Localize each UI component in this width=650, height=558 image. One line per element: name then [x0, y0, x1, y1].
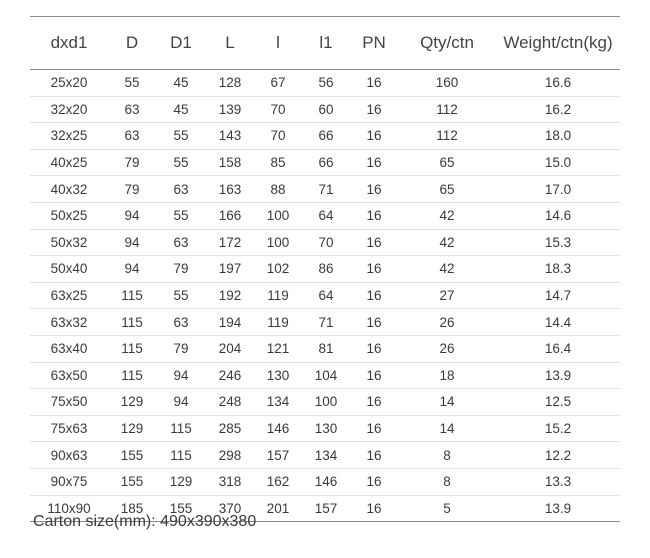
table-cell: 110x90: [47, 500, 91, 516]
table-cell: 65: [398, 149, 496, 176]
table-cell: 155: [108, 442, 156, 469]
table-cell: 197: [206, 256, 254, 283]
table-cell: 32x20: [30, 96, 108, 123]
table-cell: 66: [302, 149, 350, 176]
table-cell: 16: [350, 362, 398, 389]
table-cell: 119: [254, 282, 302, 309]
table-cell: 55: [156, 282, 206, 309]
table-row: [30, 176, 620, 203]
table-cell: 100: [254, 202, 302, 229]
table-row: [30, 149, 620, 176]
table-cell: 158: [206, 149, 254, 176]
table-cell: 63x40: [30, 335, 108, 362]
table-row: [30, 389, 620, 416]
table-cell: 63: [156, 176, 206, 203]
table-cell: 55: [156, 123, 206, 150]
table-cell: 185: [120, 500, 144, 516]
table-cell: 94: [108, 229, 156, 256]
table-cell: 157: [254, 442, 302, 469]
table-cell: 129: [156, 468, 206, 495]
table-cell: 16: [350, 415, 398, 442]
table-cell: 75x50: [30, 389, 108, 416]
table-cell: 45: [156, 96, 206, 123]
table-cell: 128: [206, 70, 254, 97]
carton-size-note: Carton size(mm): 490x390x380: [33, 513, 257, 530]
table-cell: 79: [108, 149, 156, 176]
table-cell: 5: [443, 500, 451, 516]
column-header: D1: [156, 17, 206, 70]
table-cell: 194: [206, 309, 254, 336]
table-cell: 370: [218, 500, 242, 516]
table-cell: 115: [156, 442, 206, 469]
table-cell: 112: [398, 123, 496, 150]
table-cell: 64: [302, 282, 350, 309]
spec-table: [30, 17, 620, 521]
table-cell: 66: [302, 123, 350, 150]
table-cell: 16: [350, 468, 398, 495]
table-row: [30, 415, 620, 442]
table-cell: 79: [108, 176, 156, 203]
table-cell: 79: [156, 256, 206, 283]
table-cell: 115: [108, 335, 156, 362]
table-cell: 129: [108, 389, 156, 416]
table-body: [30, 70, 620, 522]
table-cell: 13.3: [496, 468, 620, 495]
table-cell: 16: [350, 389, 398, 416]
table-cell: 16: [350, 70, 398, 97]
table-cell: 115: [108, 309, 156, 336]
table-cell: 50x40: [30, 256, 108, 283]
table-cell: 63x32: [30, 309, 108, 336]
table-cell: 115: [108, 282, 156, 309]
table-cell: 15.2: [496, 415, 620, 442]
table-cell: 16: [350, 442, 398, 469]
table-cell: 75x63: [30, 415, 108, 442]
table-cell: 146: [254, 415, 302, 442]
table-cell: 32x25: [30, 123, 108, 150]
table-cell: 90x75: [30, 468, 108, 495]
table-cell: 63: [108, 123, 156, 150]
table-cell: 18.0: [496, 123, 620, 150]
table-cell: 42: [398, 229, 496, 256]
table-cell: 45: [156, 70, 206, 97]
table-cell: 12.5: [496, 389, 620, 416]
table-cell: 50x32: [30, 229, 108, 256]
column-header: dxd1: [30, 17, 108, 70]
table-cell: 60: [302, 96, 350, 123]
table-row: [30, 335, 620, 362]
table-cell: 248: [206, 389, 254, 416]
column-header: L: [206, 17, 254, 70]
table-cell: 94: [108, 256, 156, 283]
table-cell: 26: [398, 335, 496, 362]
table-cell: 16: [350, 229, 398, 256]
table-cell: 16: [350, 309, 398, 336]
table-cell: 157: [314, 500, 338, 516]
column-header: PN: [350, 17, 398, 70]
table-cell: 18: [398, 362, 496, 389]
table-cell: 88: [254, 176, 302, 203]
table-cell: 16: [350, 176, 398, 203]
table-cell: 13.9: [544, 500, 572, 516]
table-cell: 55: [108, 70, 156, 97]
column-header: Qty/ctn: [398, 17, 496, 70]
table-row: [30, 70, 620, 97]
table-cell: 15.0: [496, 149, 620, 176]
table-cell: 102: [254, 256, 302, 283]
table-cell: 63x25: [30, 282, 108, 309]
table-cell: 90x63: [30, 442, 108, 469]
table-cell: 14.6: [496, 202, 620, 229]
table-cell: 55: [156, 149, 206, 176]
table-cell: 50x25: [30, 202, 108, 229]
table-cell: 65: [398, 176, 496, 203]
table-cell: 130: [302, 415, 350, 442]
table-cell: 63x50: [30, 362, 108, 389]
table-cell: 94: [108, 202, 156, 229]
table-cell: 204: [206, 335, 254, 362]
table-cell: 139: [206, 96, 254, 123]
column-header: D: [108, 17, 156, 70]
table-cell: 16: [350, 335, 398, 362]
table-cell: 119: [254, 309, 302, 336]
table-row: [30, 362, 620, 389]
table-cell: 40x25: [30, 149, 108, 176]
table-cell: 16: [350, 202, 398, 229]
header-row: [30, 17, 620, 70]
table-cell: 285: [206, 415, 254, 442]
table-cell: 14.7: [496, 282, 620, 309]
table-cell: 155: [108, 468, 156, 495]
table-cell: 42: [398, 202, 496, 229]
table-row: [30, 442, 620, 469]
table-cell: 318: [206, 468, 254, 495]
table-cell: 100: [254, 229, 302, 256]
table-cell: 67: [254, 70, 302, 97]
table-cell: 86: [302, 256, 350, 283]
table-cell: 17.0: [496, 176, 620, 203]
table-cell: 71: [302, 309, 350, 336]
table-cell: 16: [350, 96, 398, 123]
table-cell: 134: [254, 389, 302, 416]
table-cell: 81: [302, 335, 350, 362]
table-cell: 70: [254, 96, 302, 123]
column-header: Weight/ctn(kg): [496, 17, 620, 70]
table-cell: 112: [398, 96, 496, 123]
table-cell: 134: [302, 442, 350, 469]
table-cell: 16: [350, 282, 398, 309]
table-row: [30, 96, 620, 123]
table-row: [30, 282, 620, 309]
table-row: [30, 123, 620, 150]
column-header: l1: [302, 17, 350, 70]
table-cell: 64: [302, 202, 350, 229]
table-cell: 14.4: [496, 309, 620, 336]
table-cell: 16.4: [496, 335, 620, 362]
table-cell: 201: [266, 500, 290, 516]
table-cell: 14: [398, 415, 496, 442]
table-cell: 146: [302, 468, 350, 495]
table-cell: 246: [206, 362, 254, 389]
spec-sheet: [30, 16, 620, 522]
table-cell: 8: [398, 442, 496, 469]
table-cell: 26: [398, 309, 496, 336]
table-cell: 163: [206, 176, 254, 203]
table-row: [30, 468, 620, 495]
table-row: [30, 256, 620, 283]
table-cell: 27: [398, 282, 496, 309]
table-cell: 94: [156, 389, 206, 416]
table-cell: 63: [156, 309, 206, 336]
table-cell: 143: [206, 123, 254, 150]
table-cell: 85: [254, 149, 302, 176]
column-header: l: [254, 17, 302, 70]
table-cell: 71: [302, 176, 350, 203]
table-cell: 155: [169, 500, 193, 516]
table-cell: 16: [350, 123, 398, 150]
table-cell: 172: [206, 229, 254, 256]
table-cell: 160: [398, 70, 496, 97]
table-cell: 18.3: [496, 256, 620, 283]
table-cell: 115: [156, 415, 206, 442]
table-cell: 16: [366, 500, 382, 516]
table-row: [30, 229, 620, 256]
table-cell: 162: [254, 468, 302, 495]
table-cell: 12.2: [496, 442, 620, 469]
table-cell: 104: [302, 362, 350, 389]
table-cell: 94: [156, 362, 206, 389]
table-cell: 298: [206, 442, 254, 469]
table-cell: 115: [108, 362, 156, 389]
table-cell: 16: [350, 256, 398, 283]
table-cell: 70: [254, 123, 302, 150]
table-row: [30, 309, 620, 336]
table-cell: 129: [108, 415, 156, 442]
table-cell: 16: [350, 149, 398, 176]
table-cell: 16.2: [496, 96, 620, 123]
table-cell: 25x20: [30, 70, 108, 97]
table-cell: 130: [254, 362, 302, 389]
table-cell: 14: [398, 389, 496, 416]
table-cell: 8: [398, 468, 496, 495]
table-cell: 70: [302, 229, 350, 256]
table-cell: 42: [398, 256, 496, 283]
table-header: [30, 17, 620, 70]
table-cell: 121: [254, 335, 302, 362]
table-cell: 16.6: [496, 70, 620, 97]
table-cell: 166: [206, 202, 254, 229]
table-cell: 56: [302, 70, 350, 97]
table-cell: 100: [302, 389, 350, 416]
table-cell: 63: [108, 96, 156, 123]
table-cell: 15.3: [496, 229, 620, 256]
table-cell: 79: [156, 335, 206, 362]
table-row: [30, 202, 620, 229]
table-cell: 40x32: [30, 176, 108, 203]
table-cell: 192: [206, 282, 254, 309]
table-cell: 13.9: [496, 362, 620, 389]
table-cell: 55: [156, 202, 206, 229]
table-cell: 63: [156, 229, 206, 256]
